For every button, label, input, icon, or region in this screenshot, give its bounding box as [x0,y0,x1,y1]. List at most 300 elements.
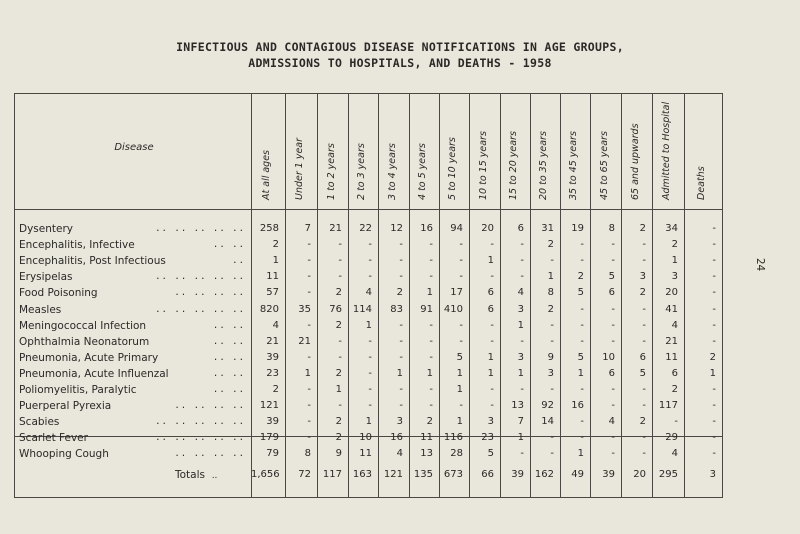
table-cell: 673 [443,469,463,480]
table-cell: 29 [665,432,678,444]
table-cell: 11 [359,448,372,460]
table-cell: 295 [658,469,678,480]
table-row [15,320,722,336]
table-cell: 2 [547,303,554,315]
table-cell: 4 [671,448,678,460]
table-cell: 3 [517,303,524,315]
table-cell: - [399,400,403,412]
table-cell: 4 [396,448,403,460]
table-row [15,336,722,352]
table-cell: - [429,351,433,363]
table-cell: - [580,432,584,444]
table-cell: - [399,319,403,331]
table-cell: - [580,239,584,251]
table-cell: 1 [577,448,584,460]
table-cell: 34 [665,223,678,234]
table-cell: 6 [608,287,615,299]
table-cell: - [399,335,403,347]
table-cell: 6 [517,223,524,234]
table-cell: - [520,255,524,267]
table-cell: 21 [298,335,311,347]
table-cell: 4 [272,319,279,331]
table-row [15,432,722,448]
leader-dots: .. .. .. .. .. [155,304,245,315]
table-cell: - [550,255,554,267]
leader-dots: .. .. [212,336,245,347]
leader-dots: .. .. .. .. .. [155,272,245,283]
table-row [15,287,722,303]
disease-name: Puerperal Pyrexia [19,400,112,413]
table-cell: - [550,432,554,444]
table-cell: - [611,432,615,444]
table-cell: - [580,384,584,395]
table-cell: - [429,271,433,283]
leader-dots: .. .. .. .. .. [155,224,245,234]
disease-name: Poliomyelitis, Paralytic [19,384,137,396]
table-cell: 117 [322,469,342,480]
table-cell: - [611,303,615,315]
table-cell: 179 [259,432,279,444]
table-cell: 1 [577,367,584,379]
leader-dots: .. .. .. .. [174,401,245,412]
column-header-5: 3 to 4 years [386,143,398,200]
table-cell: 1 [365,416,372,428]
table-cell: 1 [709,367,716,379]
table-cell: 1 [487,351,494,363]
table-cell: 83 [390,303,403,315]
table-cell: 1 [365,319,372,331]
table-cell: - [520,448,524,460]
table-cell: - [611,255,615,267]
table-cell: 1 [396,367,403,379]
table-cell: 8 [304,448,311,460]
table-cell: 21 [665,335,678,347]
table-cell: 11 [420,432,433,444]
table-cell: 22 [359,223,372,234]
column-header-2: Under 1 year [294,137,305,200]
table-cell: 5 [577,351,584,363]
column-header-9: 15 to 20 years [508,131,519,200]
table-cell: 76 [329,303,342,315]
table-cell: 2 [426,416,433,428]
table-cell: 35 [298,303,311,315]
table-cell: - [307,271,311,283]
table-cell: 1 [517,319,524,331]
table-cell: - [490,319,494,331]
table-cell: - [712,271,716,283]
table-cell: 1 [335,384,342,395]
table-cell: - [580,303,584,315]
table-cell: 2 [272,384,279,395]
table-cell: 72 [298,469,311,480]
table-cell: 1 [547,271,554,283]
table-cell: - [712,287,716,299]
table-cell: 11 [665,351,678,363]
column-header-12: 45 to 65 years [598,131,610,200]
table-cell: - [712,223,716,234]
table-cell: 6 [487,303,494,315]
disease-name: Dysentery [19,223,73,235]
table-cell: - [338,351,342,363]
table-cell: - [399,255,403,267]
table-cell: - [338,255,342,267]
table-cell: 4 [517,287,524,299]
table-cell: 5 [608,271,615,283]
table-cell: 6 [608,367,615,379]
table-cell: 3 [671,271,678,283]
table-cell: - [307,400,311,412]
table-cell: 19 [571,223,584,234]
table-cell: 3 [517,351,524,363]
table-cell: - [368,351,372,363]
table-cell: - [307,255,311,267]
table-cell: - [580,319,584,331]
table-cell: 2 [272,239,279,251]
table-cell: 9 [335,448,342,460]
table-cell: 117 [658,400,678,412]
table-cell: 1 [487,255,494,267]
table-cell: 1 [671,255,678,267]
table-cell: 39 [266,416,279,428]
leader-dots: .. .. [212,368,245,379]
disease-table [14,93,723,498]
leader-dots: .. .. .. .. [174,288,245,299]
table-cell: 1 [456,384,463,395]
table-cell: - [338,400,342,412]
table-cell: 3 [639,271,646,283]
table-cell: 6 [487,287,494,299]
table-cell: - [399,351,403,363]
table-cell: - [459,271,463,283]
table-cell: 13 [511,400,524,412]
table-cell: 10 [359,432,372,444]
table-cell: 410 [443,303,463,315]
table-cell: - [712,255,716,267]
table-cell: 1 [456,416,463,428]
table-cell: 6 [671,367,678,379]
totals-row [15,469,722,485]
table-cell: - [368,400,372,412]
table-cell: 2 [547,239,554,251]
disease-name: Meningococcal Infection [19,319,147,332]
leader-dots: .. .. [212,352,245,363]
table-row [15,304,722,320]
disease-name: Pneumonia, Acute Influenzal [19,367,169,380]
leader-dots: .. .. .. .. .. [155,433,245,444]
table-cell: 94 [450,223,463,234]
column-header-8: 10 to 15 years [477,131,489,200]
column-header-14: Admitted to Hospital [661,101,672,200]
table-row [15,368,722,384]
page-number: 24 [754,257,768,272]
table-cell: - [490,400,494,412]
page-title-line-2: ADMISSIONS TO HOSPITALS, AND DEATHS - 1958 [248,56,552,70]
table-cell: - [307,384,311,395]
table-cell: 258 [259,223,279,234]
table-cell: - [712,416,716,428]
table-cell: 39 [511,469,524,480]
table-cell: 4 [608,416,615,428]
table-cell: 2 [639,223,646,234]
table-row [15,239,722,255]
column-header-7: 5 to 10 years [447,137,458,200]
table-cell: 2 [639,287,646,299]
table-cell: - [429,255,433,267]
table-cell: - [338,239,342,251]
table-cell: - [307,319,311,331]
table-cell: - [642,400,646,412]
disease-name: Measles [19,303,62,316]
table-cell: 2 [639,416,646,428]
table-cell: - [459,255,463,267]
table-cell: - [642,384,646,395]
table-cell: 9 [547,351,554,363]
column-header-13: 65 and upwards [629,123,641,200]
table-cell: 17 [450,287,463,299]
disease-name: Food Poisoning [19,287,98,300]
table-cell: - [338,335,342,347]
table-cell: - [429,335,433,347]
table-cell: 20 [665,287,678,299]
leader-dots: .. .. [212,320,245,331]
table-cell: 2 [335,416,342,428]
table-cell: 4 [365,287,372,299]
table-cell: 7 [304,223,311,234]
table-cell: - [520,239,524,251]
table-cell: - [490,271,494,283]
totals-label: Totals .. [175,469,218,481]
table-cell: - [459,319,463,331]
table-cell: 2 [335,319,342,331]
table-cell: 3 [547,367,554,379]
table-cell: 79 [266,448,279,460]
table-cell: - [459,335,463,347]
table-cell: 2 [671,239,678,251]
table-cell: 2 [335,287,342,299]
table-cell: - [712,319,716,331]
leader-dots: .. [232,256,245,267]
table-cell: - [490,335,494,347]
table-cell: 3 [396,416,403,428]
column-header-4: 2 to 3 years [356,143,367,200]
table-cell: 4 [671,319,678,331]
table-cell: - [712,432,716,444]
disease-name: Ophthalmia Neonatorum [19,335,150,348]
table-cell: 820 [259,303,279,315]
table-cell: - [338,271,342,283]
table-cell: 28 [450,448,463,460]
table-cell: - [712,303,716,315]
table-cell: 1 [304,367,311,379]
disease-name: Whooping Cough [19,448,109,461]
table-cell: - [368,335,372,347]
table-cell: - [611,448,615,460]
table-row [15,448,722,464]
disease-column-header: Disease [114,142,154,153]
table-cell: - [642,432,646,444]
table-cell: - [580,335,584,347]
table-cell: - [642,255,646,267]
table-cell: - [429,384,433,395]
table-cell: 1 [426,287,433,299]
disease-name: Encephalitis, Post Infectious [19,255,166,268]
table-cell: - [490,384,494,395]
table-cell: 49 [571,469,584,480]
table-cell: - [399,271,403,283]
column-header-3: 1 to 2 years [325,143,337,200]
table-row [15,352,722,368]
table-cell: 13 [420,448,433,460]
table-cell: - [399,239,403,251]
table-cell: 92 [541,400,554,412]
table-cell: 8 [547,287,554,299]
table-cell: - [307,416,311,428]
table-cell: 8 [608,223,615,234]
table-cell: - [550,384,554,395]
table-cell: - [368,384,372,395]
table-cell: 114 [352,303,372,315]
leader-dots: .. .. [212,385,245,395]
table-cell: - [712,400,716,412]
table-cell: 39 [602,469,615,480]
table-row [15,384,722,400]
table-cell: - [611,384,615,395]
table-cell: 7 [517,416,524,428]
table-cell: - [520,335,524,347]
table-cell: 121 [259,400,279,412]
table-cell: 1 [517,432,524,444]
table-cell: 116 [443,432,463,444]
table-cell: - [611,400,615,412]
table-cell: - [642,448,646,460]
table-row [15,271,722,287]
table-cell: 66 [481,469,494,480]
table-cell: 2 [335,432,342,444]
column-header-10: 20 to 35 years [538,131,549,200]
table-cell: 21 [329,223,342,234]
disease-name: Erysipelas [19,271,73,284]
table-cell: 1 [456,367,463,379]
column-header-11: 35 to 45 years [568,131,579,200]
disease-name: Scabies [19,416,60,429]
table-cell: - [611,319,615,331]
leader-dots: .. .. [212,240,245,251]
page-title-line-1: INFECTIOUS AND CONTAGIOUS DISEASE NOTIFICATIONS IN AGE GROUPS, [176,40,624,54]
table-cell: 135 [413,469,433,480]
table-cell: - [368,367,372,379]
table-cell: - [429,239,433,251]
table-cell: 91 [420,303,433,315]
table-cell: 57 [266,287,279,299]
table-cell: 162 [534,469,554,480]
table-cell: 14 [541,416,554,428]
table-cell: 23 [481,432,494,444]
table-cell: - [550,448,554,460]
table-cell: - [429,319,433,331]
table-cell: 1 [487,367,494,379]
table-cell: - [642,303,646,315]
table-cell: 20 [481,223,494,234]
table-cell: - [459,239,463,251]
table-cell: 23 [266,367,279,379]
table-cell: - [368,239,372,251]
table-cell: - [399,384,403,395]
table-cell: 31 [541,223,554,234]
table-cell: - [368,271,372,283]
table-cell: - [712,384,716,395]
leader-dots: .. .. .. .. [174,449,245,460]
table-cell: - [307,432,311,444]
table-cell: - [307,287,311,299]
disease-name: Pneumonia, Acute Primary [19,351,159,364]
table-cell: 16 [390,432,403,444]
table-cell: - [550,319,554,331]
table-cell: - [611,239,615,251]
leader-dots: .. .. .. .. .. [155,417,245,428]
column-header-6: 4 to 5 years [417,143,428,200]
table-cell: 16 [420,223,433,234]
table-cell: 3 [487,416,494,428]
table-cell: 12 [390,223,403,234]
disease-name: Encephalitis, Infective [19,239,135,252]
table-cell: - [642,239,646,251]
table-cell: - [642,335,646,347]
table-row [15,400,722,416]
table-cell: 2 [335,367,342,379]
table-row [15,223,722,239]
table-cell: 5 [487,448,494,460]
header-divider [15,209,722,210]
table-cell: 6 [639,351,646,363]
table-cell: 2 [396,287,403,299]
table-cell: 2 [671,384,678,395]
table-cell: 5 [577,287,584,299]
table-cell: - [490,239,494,251]
table-cell: 163 [352,469,372,480]
table-cell: 39 [266,351,279,363]
table-cell: - [429,400,433,412]
table-cell: 121 [383,469,403,480]
table-row [15,416,722,432]
table-cell: 1 [426,367,433,379]
disease-name: Scarlet Fever [19,432,88,445]
table-cell: - [611,335,615,347]
table-cell: - [674,416,678,428]
table-cell: - [642,319,646,331]
table-cell: - [307,239,311,251]
table-cell: 16 [571,400,584,412]
column-header-1: At all ages [261,149,272,200]
table-cell: 1,656 [251,469,280,480]
column-header-15: Deaths [696,166,707,200]
table-cell: 1 [517,367,524,379]
table-cell: - [368,255,372,267]
table-cell: 1 [272,255,279,267]
table-cell: 10 [602,351,615,363]
table-cell: 3 [709,469,716,480]
table-cell: 5 [639,367,646,379]
table-cell: 2 [577,271,584,283]
table-cell: - [712,335,716,347]
table-cell: 5 [456,351,463,363]
table-cell: 41 [665,303,678,315]
table-cell: - [520,271,524,283]
table-cell: - [712,239,716,251]
table-cell: - [307,351,311,363]
table-cell: 2 [709,351,716,363]
table-cell: - [459,400,463,412]
table-cell: - [712,448,716,460]
